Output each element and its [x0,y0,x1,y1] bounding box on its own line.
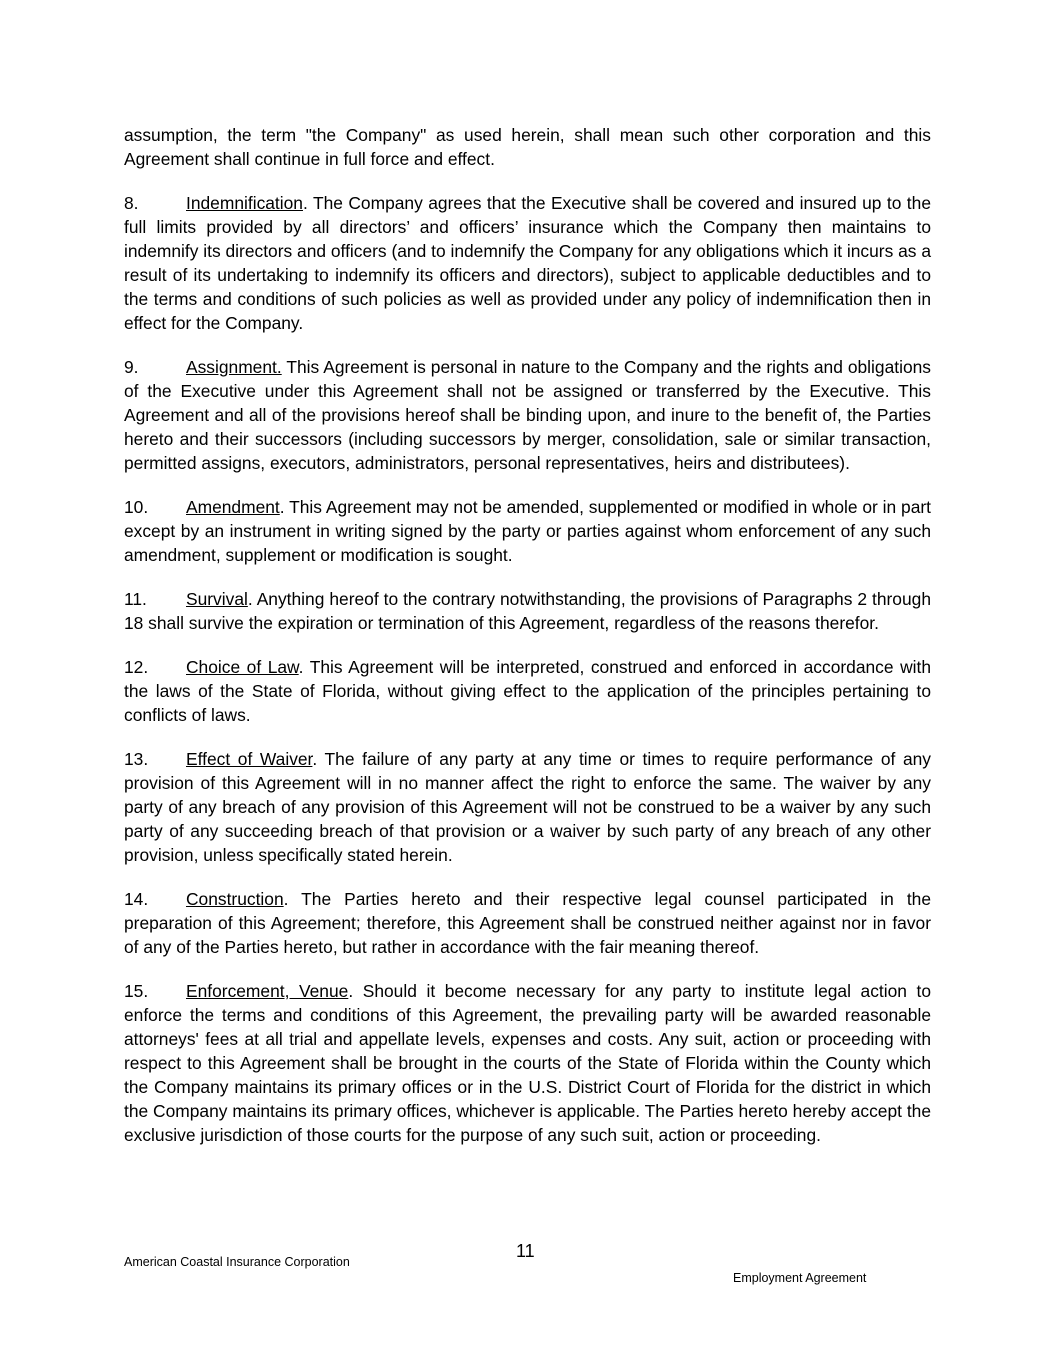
section-12-choice-of-law [124,655,931,727]
heading-punctuation: . [298,657,304,677]
section-text: Anything hereof to the contrary notwithstanding, the provisions of Paragraphs 2 through 18 shall survive the expiration or termination of this Agreement, regardless of the reasons therefor. [124,589,931,633]
footer-company-name: American Coastal Insurance Corporation [124,1255,350,1269]
section-number: 15. [124,981,149,1001]
heading-punctuation: . [302,193,308,213]
section-10-amendment [124,495,931,567]
section-heading: Amendment [186,497,280,517]
section-number: 14. [124,889,149,909]
section-heading: Effect of Waiver [186,749,313,769]
section-text: The failure of any party at any time or times to require performance of any provision of this Agreement will in no manner affect the right to enforce the same. The waiver by any party of any breach of any provision of this Agreement will not be construed to be a waiver by any such party of any succeeding breach of that provision or a waiver by such party of any breach of any other provision, unless specifically stated herein. [124,749,931,865]
section-heading: Indemnification [186,193,303,213]
heading-punctuation: . [247,589,253,609]
section-text: This Agreement is personal in nature to the Company and the rights and obligations of the Executive under this Agreement shall not be assigned or transferred by the Executive. This Agreement and all of the provisions hereof shall be binding upon, and inure to the benefit of, the Parties hereto and their successors (including successors by merger, consolidation, sale or similar transaction, permitted assigns, executors, administrators, personal representatives, heirs and distributees). [124,357,931,473]
page-number: 11 [516,1241,535,1261]
section-heading: Assignment. [186,357,282,377]
section-8-indemnification [124,191,931,335]
section-heading: Survival [186,589,248,609]
section-11-survival [124,587,931,635]
section-number: 13. [124,749,149,769]
heading-punctuation: . [312,749,318,769]
section-14-construction [124,887,931,959]
section-13-effect-of-waiver [124,747,931,867]
section-number: 12. [124,657,149,677]
section-text: The Parties hereto and their respective legal counsel participated in the preparation of this Agreement; therefore, this Agreement shall be construed neither against nor in favor of any of the Parties hereto, but rather in accordance with the fair meaning thereof. [124,889,931,957]
section-text: Should it become necessary for any party to institute legal action to enforce the terms and conditions of this Agreement, the prevailing party will be awarded reasonable attorneys' fees at all trial and appellate levels, expenses and costs. Any suit, action or proceeding with respect to this Agreement shall be brought in the courts of the State of Florida within the County which the Company maintains its primary offices or in the U.S. District Court of Florida for the district in which the Company maintains its primary offices, whichever is applicable. The Parties hereto hereby accept the exclusive jurisdiction of those courts for the purpose of any such suit, action or proceeding. [124,981,931,1145]
continuation-paragraph: assumption, the term "the Company" as used herein, shall mean such other corporation and this Agreement shall continue in full force and effect. [124,125,931,169]
section-text: This Agreement will be interpreted, construed and enforced in accordance with the laws of the State of Florida, without giving effect to the application of the principles pertaining to conflicts of laws. [124,657,931,725]
heading-punctuation: . [283,889,289,909]
footer-document-title: Employment Agreement [733,1271,867,1285]
section-9-assignment [124,355,931,475]
section-heading: Enforcement, Venue [186,981,349,1001]
section-number: 8. [124,193,139,213]
section-heading: Choice of Law [186,657,299,677]
section-text: The Company agrees that the Executive shall be covered and insured up to the full limits provided by all directors’ and officers’ insurance which the Company then maintains to indemnify its directors and officers (and to indemnify the Company for any obligations which it incurs as a result of its undertaking to indemnify its officers and directors), subject to applicable deductibles and to the terms and conditions of such policies as well as provided under any policy of indemnification then in effect for the Company. [124,193,931,333]
section-number: 11. [124,589,147,609]
document-body [124,123,931,1167]
heading-punctuation: . [348,981,354,1001]
section-number: 10. [124,497,149,517]
heading-punctuation: . [279,497,285,517]
section-15-enforcement-venue [124,979,931,1147]
section-text: This Agreement may not be amended, supplemented or modified in whole or in part except by an instrument in writing signed by the party or parties against whom enforcement of any such amendment, supplement or modification is sought. [124,497,932,565]
section-heading: Construction [186,889,284,909]
section-number: 9. [124,357,139,377]
